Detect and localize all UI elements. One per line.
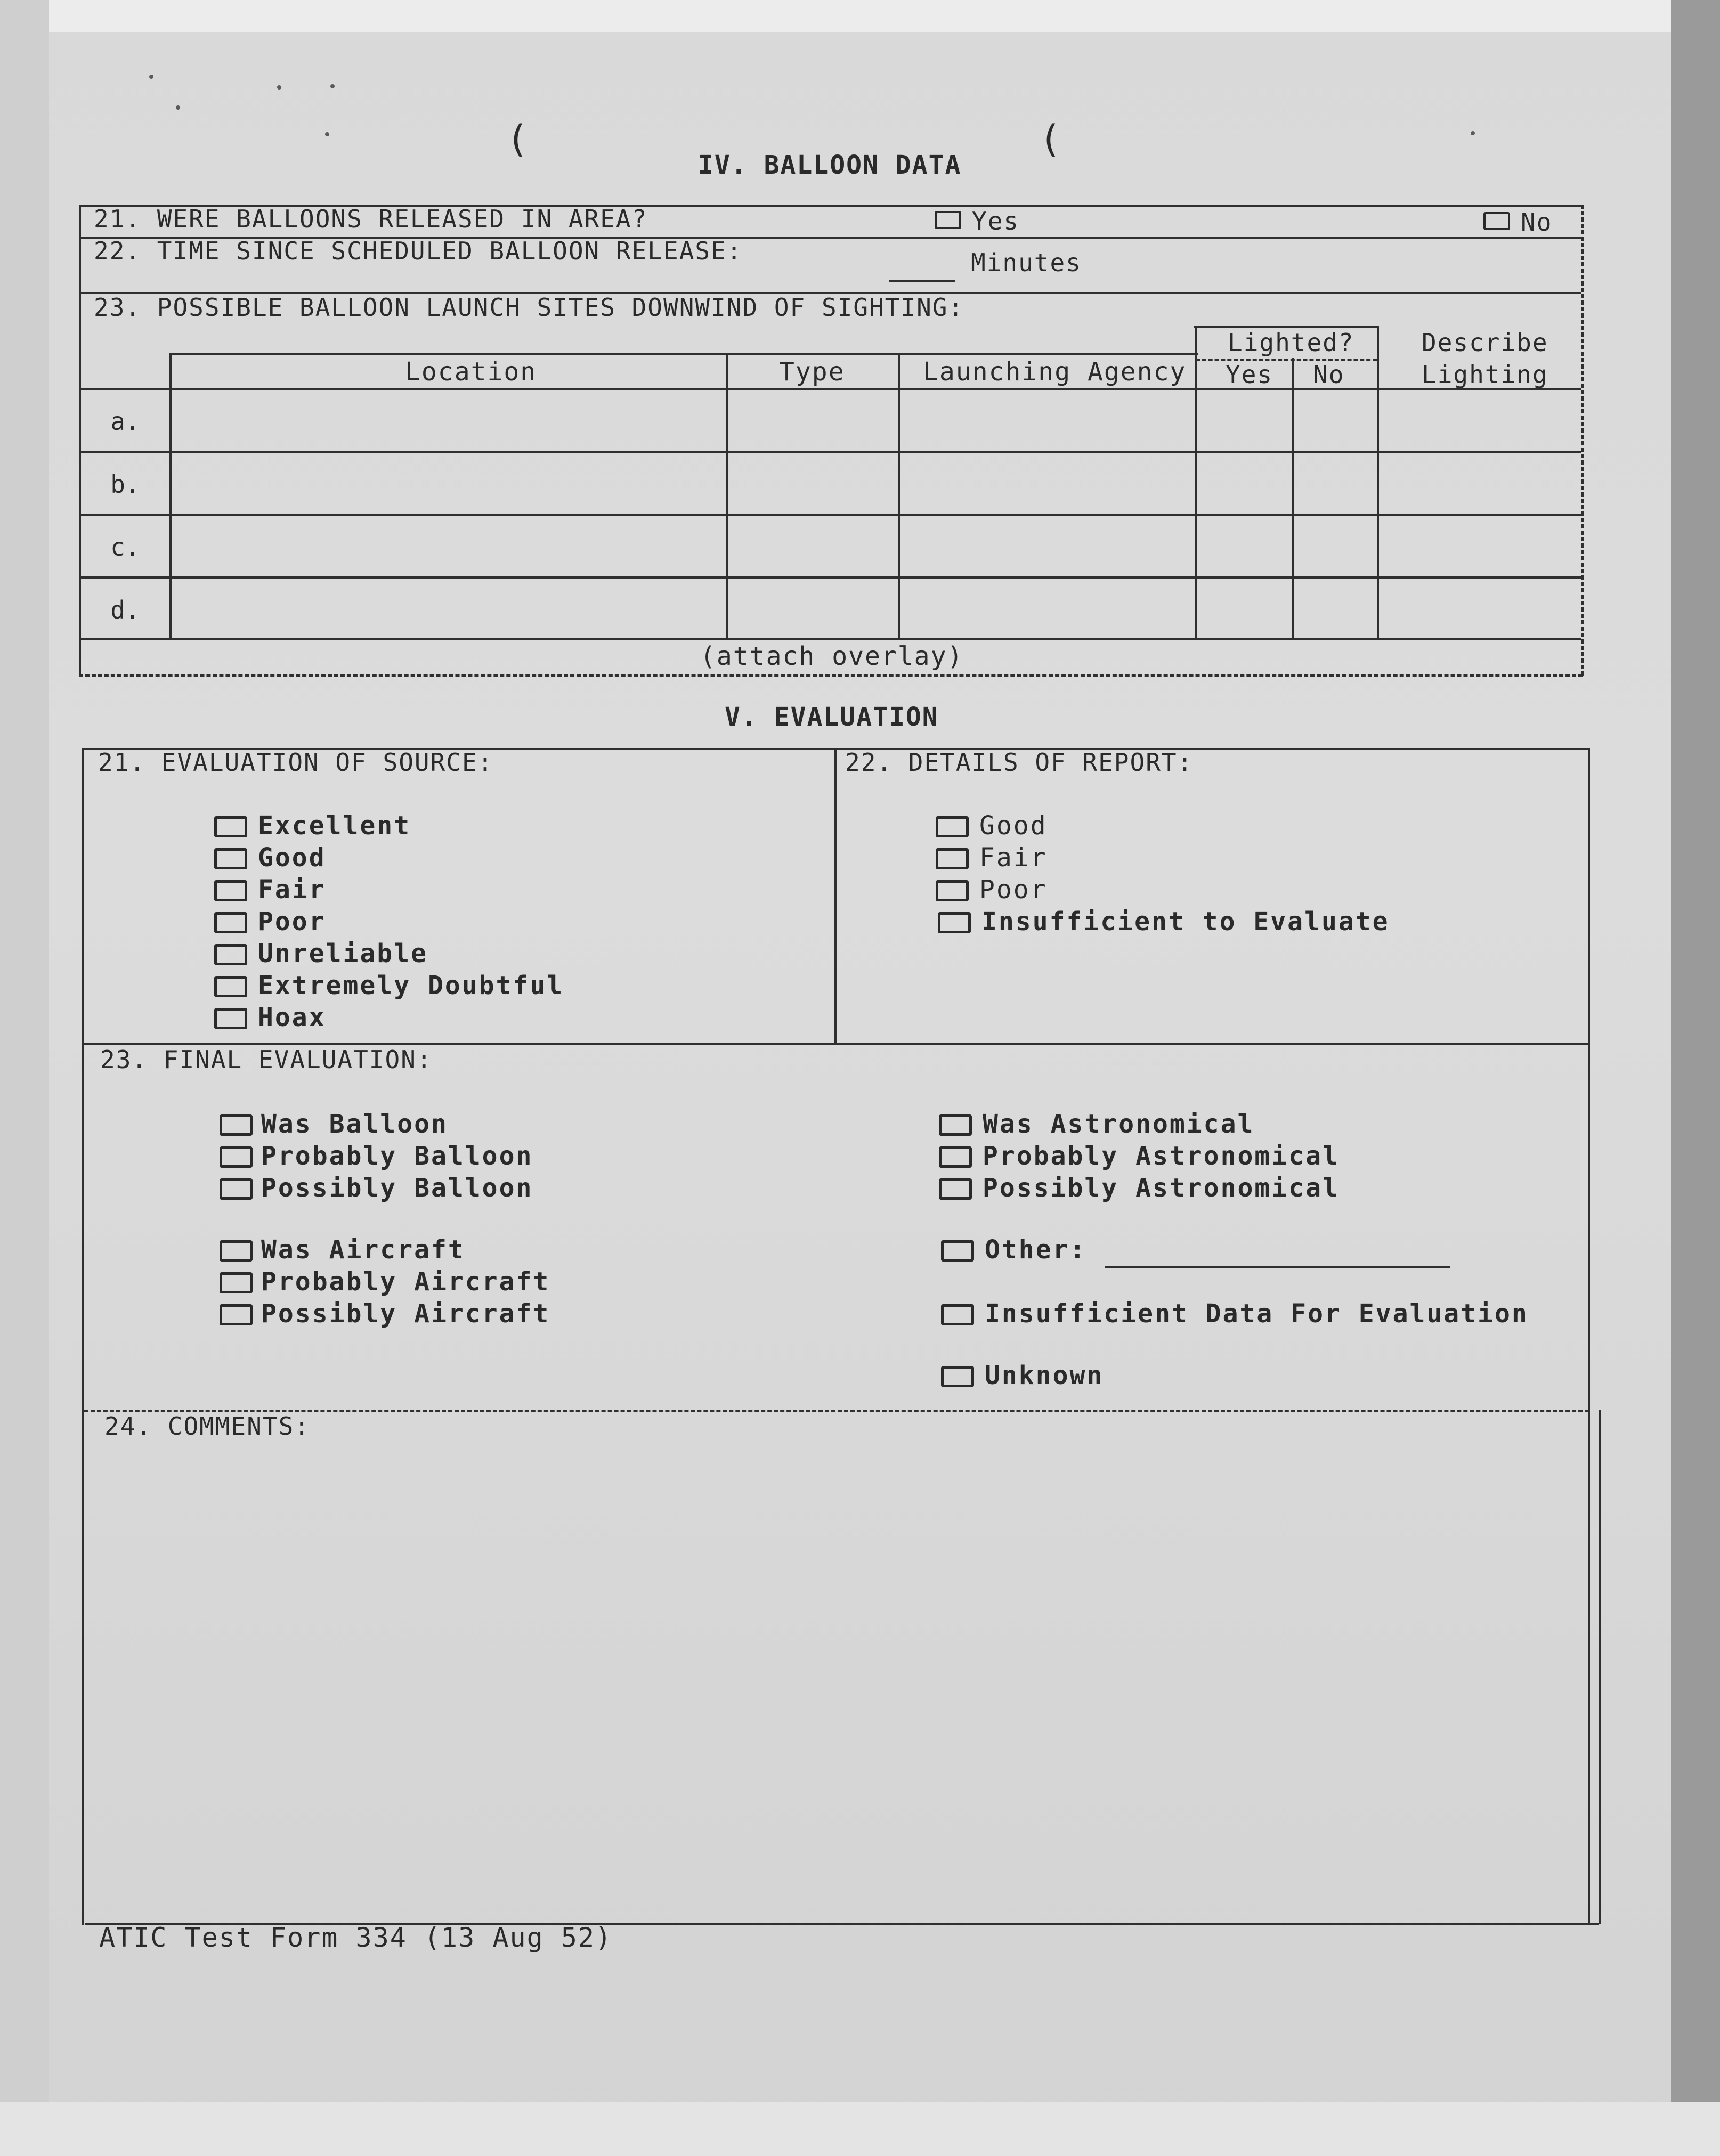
punch-mark-right: (	[1039, 117, 1063, 161]
form-footer: ATIC Test Form 334 (13 Aug 52)	[99, 1922, 613, 1953]
col-describe: Describe	[1422, 328, 1548, 357]
was-astronomical-checkbox[interactable]	[939, 1114, 972, 1136]
col-lighted: Lighted?	[1228, 328, 1354, 357]
source-hoax-label: Hoax	[258, 1003, 326, 1032]
report-good-checkbox[interactable]	[936, 816, 969, 837]
source-unreliable-checkbox[interactable]	[214, 944, 247, 965]
report-insufficient-label: Insufficient to Evaluate	[981, 907, 1390, 937]
report-insufficient-checkbox[interactable]	[938, 912, 971, 933]
report-good-label: Good	[979, 811, 1048, 841]
source-extremely-doubtful-label: Extremely Doubtful	[258, 971, 564, 1000]
comments-area[interactable]	[87, 1442, 1594, 1919]
insufficient-data-checkbox[interactable]	[941, 1304, 974, 1325]
col-launching-agency: Launching Agency	[923, 357, 1187, 387]
probably-aircraft-checkbox[interactable]	[220, 1272, 253, 1293]
col-location: Location	[405, 357, 537, 387]
source-good-label: Good	[258, 843, 326, 873]
row-label-d: d.	[110, 596, 140, 624]
possibly-aircraft-checkbox[interactable]	[220, 1304, 253, 1325]
source-poor-checkbox[interactable]	[214, 912, 247, 933]
unknown-checkbox[interactable]	[941, 1366, 974, 1387]
report-fair-label: Fair	[979, 843, 1048, 873]
was-aircraft-label: Was Aircraft	[261, 1235, 465, 1265]
probably-aircraft-label: Probably Aircraft	[261, 1267, 550, 1297]
punch-mark-left: (	[506, 117, 530, 161]
source-good-checkbox[interactable]	[214, 848, 247, 869]
source-hoax-checkbox[interactable]	[214, 1008, 247, 1029]
q23-launch-sites: 23. POSSIBLE BALLOON LAUNCH SITES DOWNWIND OF SIGHTING:	[94, 293, 964, 322]
source-fair-checkbox[interactable]	[214, 880, 247, 901]
insufficient-data-label: Insufficient Data For Evaluation	[985, 1299, 1529, 1329]
q21-no-label: No	[1521, 208, 1553, 237]
report-fair-checkbox[interactable]	[936, 848, 969, 869]
report-poor-label: Poor	[979, 875, 1048, 905]
q21-no-checkbox[interactable]	[1483, 212, 1510, 230]
q23-final-evaluation: 23. FINAL EVALUATION:	[100, 1045, 433, 1074]
was-aircraft-checkbox[interactable]	[220, 1240, 253, 1262]
q22-minutes-label: Minutes	[971, 248, 1082, 277]
row-label-b: b.	[110, 470, 140, 499]
other-input-line[interactable]	[1105, 1266, 1450, 1268]
scan-left-margin	[0, 0, 49, 2156]
col-type: Type	[779, 357, 845, 387]
col-lighted-no: No	[1313, 360, 1345, 389]
possibly-aircraft-label: Possibly Aircraft	[261, 1299, 550, 1329]
q24-comments: 24. COMMENTS:	[104, 1412, 311, 1441]
source-extremely-doubtful-checkbox[interactable]	[214, 976, 247, 997]
was-balloon-checkbox[interactable]	[220, 1114, 253, 1136]
probably-astronomical-checkbox[interactable]	[939, 1146, 972, 1168]
possibly-balloon-checkbox[interactable]	[220, 1178, 253, 1200]
unknown-label: Unknown	[985, 1361, 1104, 1390]
scan-bottom-margin	[0, 2102, 1720, 2156]
q21-yes-label: Yes	[972, 207, 1020, 235]
probably-balloon-label: Probably Balloon	[261, 1141, 533, 1171]
was-balloon-label: Was Balloon	[261, 1109, 448, 1139]
source-excellent-checkbox[interactable]	[214, 816, 247, 837]
source-fair-label: Fair	[258, 875, 326, 905]
scan-right-edge	[1671, 0, 1720, 2156]
attach-overlay-note: (attach overlay)	[700, 641, 964, 671]
section4-title: IV. BALLOON DATA	[698, 150, 962, 180]
section5-title: V. EVALUATION	[725, 702, 939, 732]
q21-balloons-released: 21. WERE BALLOONS RELEASED IN AREA?	[94, 205, 648, 233]
source-poor-label: Poor	[258, 907, 326, 937]
source-excellent-label: Excellent	[258, 811, 411, 841]
row-label-a: a.	[110, 407, 140, 436]
was-astronomical-label: Was Astronomical	[983, 1109, 1255, 1139]
col-lighting: Lighting	[1422, 360, 1548, 389]
report-poor-checkbox[interactable]	[936, 880, 969, 901]
scan-top-margin	[0, 0, 1720, 32]
q21-yes-checkbox[interactable]	[935, 211, 961, 229]
possibly-astronomical-checkbox[interactable]	[939, 1178, 972, 1200]
other-label: Other:	[985, 1235, 1087, 1265]
possibly-balloon-label: Possibly Balloon	[261, 1173, 533, 1203]
col-lighted-yes: Yes	[1226, 360, 1273, 389]
probably-astronomical-label: Probably Astronomical	[983, 1141, 1340, 1171]
possibly-astronomical-label: Possibly Astronomical	[983, 1173, 1340, 1203]
q22-time-since-release: 22. TIME SINCE SCHEDULED BALLOON RELEASE:	[94, 237, 743, 265]
source-unreliable-label: Unreliable	[258, 939, 428, 969]
q21-evaluation-of-source: 21. EVALUATION OF SOURCE:	[98, 748, 494, 777]
q22-details-of-report: 22. DETAILS OF REPORT:	[845, 748, 1194, 777]
other-checkbox[interactable]	[941, 1240, 974, 1262]
row-label-c: c.	[110, 533, 140, 562]
probably-balloon-checkbox[interactable]	[220, 1146, 253, 1168]
